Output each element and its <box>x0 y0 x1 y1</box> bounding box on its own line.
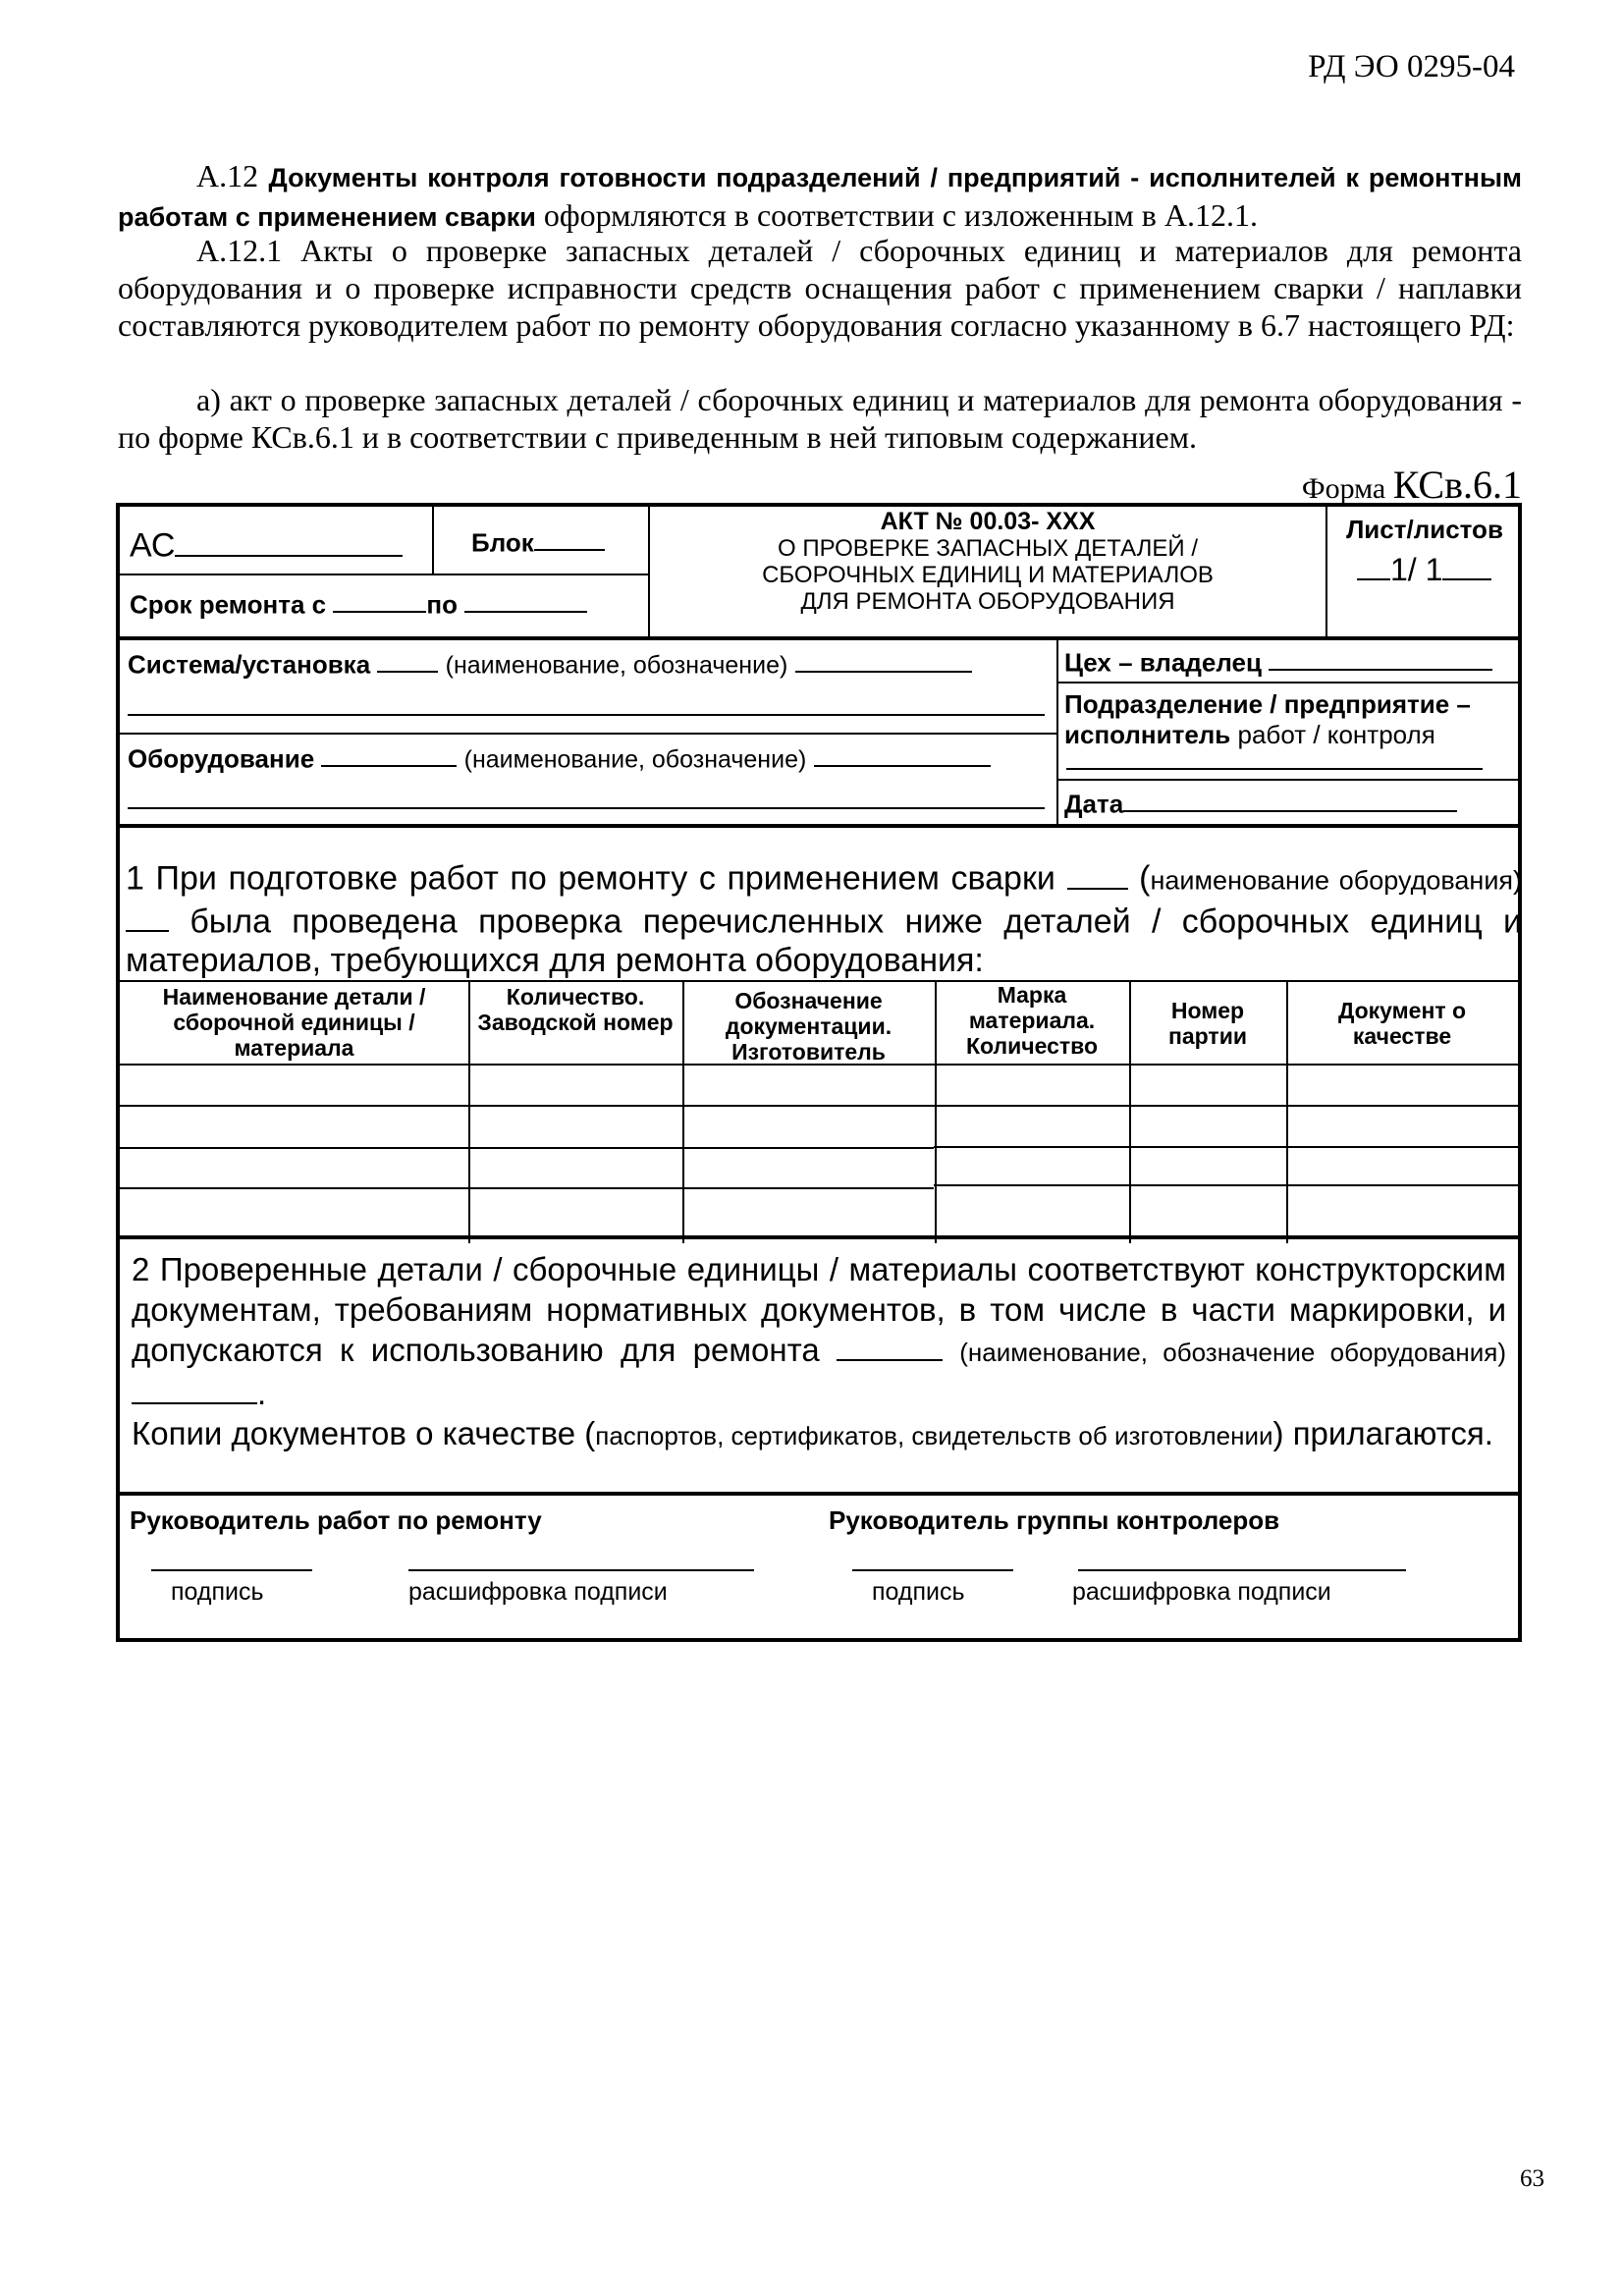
workshop-owner-field[interactable] <box>1064 646 1492 678</box>
sheets-label: Лист/листов <box>1346 515 1503 544</box>
equipment-hint: (наименование, обозначение) <box>463 745 807 774</box>
block-field[interactable] <box>471 526 605 558</box>
paragraph-a12-number: А.12 <box>196 158 259 193</box>
system-hint: (наименование, обозначение) <box>445 651 788 680</box>
as-label: АС <box>130 526 176 565</box>
performer-unit-label-2: исполнитель <box>1064 720 1231 749</box>
document-code: РД ЭО 0295-04 <box>1308 49 1515 84</box>
performer-unit-field[interactable] <box>1064 689 1471 750</box>
section-1-text <box>126 857 1522 980</box>
paragraph-a12-1 <box>118 232 1522 344</box>
system-label: Система/установка <box>128 649 371 680</box>
repair-manager-title: Руководитель работ по ремонту <box>130 1505 542 1535</box>
form-signatures <box>116 1492 1522 1642</box>
paragraph-a-text: а) акт о проверке запасных деталей / сборочных единиц и материалов для ремонта оборудования - по форме КСв.6.1 и в соответствии с приведенным в ней типовым содержанием. <box>118 382 1522 455</box>
paragraph-a12-rest: оформляются в соответствии с изложенным в А.12.1. <box>543 197 1259 233</box>
col-header-designation: Обозначение документации. Изготовитель <box>725 988 893 1065</box>
inspector-group-title: Руководитель группы контролеров <box>829 1505 1280 1535</box>
table-row[interactable] <box>120 1065 1518 1105</box>
system-field[interactable] <box>128 648 972 680</box>
form-header-block <box>116 503 1522 640</box>
act-title-line-2: О ПРОВЕРКЕ ЗАПАСНЫХ ДЕТАЛЕЙ / <box>778 535 1198 562</box>
repair-manager-signature-caption: подпись <box>171 1578 264 1606</box>
form-label <box>1302 462 1522 508</box>
inspector-name-line[interactable] <box>1078 1569 1406 1571</box>
section-2-copies-hint: паспортов, сертификатов, свидетельств об изготовлении <box>595 1421 1273 1450</box>
as-field[interactable] <box>130 524 403 566</box>
performer-unit-label-3: работ / контроля <box>1237 720 1435 749</box>
section-1-part-a: 1 При подготовке работ по ремонту с применением сварки <box>126 859 1055 898</box>
repair-period-to-label: по <box>426 589 458 620</box>
repair-manager-name-line[interactable] <box>408 1569 754 1571</box>
sheets-field[interactable] <box>1357 550 1491 588</box>
table-row[interactable] <box>120 1148 1518 1187</box>
inspector-signature-caption: подпись <box>872 1578 965 1606</box>
date-field[interactable] <box>1064 788 1457 819</box>
performer-unit-label-1: Подразделение / предприятие – <box>1064 689 1471 719</box>
form-label-prefix: Форма <box>1301 472 1386 505</box>
parts-table <box>120 980 1518 1243</box>
section-1-paren: ( <box>1139 859 1151 898</box>
act-title-line-4: ДЛЯ РЕМОНТА ОБОРУДОВАНИЯ <box>800 588 1175 615</box>
repair-period-from-label: Срок ремонта с <box>130 589 327 620</box>
col-header-batch: Номер партии <box>1168 998 1247 1049</box>
date-label: Дата <box>1064 789 1124 819</box>
paragraph-a12-bold: Документы контроля готовности подразделений / предприятий - исполнителей к ремонтным работам с применением сварки <box>118 163 1523 232</box>
table-row[interactable] <box>120 1106 1518 1147</box>
paragraph-a <box>118 381 1522 456</box>
repair-manager-name-caption: расшифровка подписи <box>408 1578 668 1606</box>
table-row[interactable] <box>120 1188 1518 1239</box>
col-header-quality-doc: Документ о качестве <box>1337 998 1467 1049</box>
col-header-quantity: Количество. Заводской номер <box>477 984 674 1035</box>
block-label: Блок <box>471 527 534 558</box>
equipment-label: Оборудование <box>128 743 315 774</box>
section-1-hint: наименование оборудования) <box>1150 865 1523 896</box>
col-header-material: Марка материала. Количество <box>965 982 1099 1059</box>
sheets-value: 1/ 1 <box>1390 551 1443 587</box>
page-number: 63 <box>1520 2165 1544 2192</box>
section-2-copies-end: ) прилагаются. <box>1272 1415 1493 1451</box>
equipment-field[interactable] <box>128 742 991 774</box>
section-2-copies: Копии документов о качестве ( <box>132 1415 596 1451</box>
paragraph-a12 <box>118 157 1522 236</box>
repair-period-field[interactable] <box>130 588 587 620</box>
inspector-signature-line[interactable] <box>852 1569 1013 1571</box>
section-2-part-a: 2 Проверенные детали / сборочные единицы / материалы соответствуют конструкторским документам, требованиям нормативных документов, в том числе в части маркировки, и допускаются к использованию для ремонта <box>132 1251 1506 1368</box>
section-2-hint: (наименование, обозначение оборудования) <box>959 1338 1507 1367</box>
repair-manager-signature-line[interactable] <box>151 1569 312 1571</box>
act-title-line-3: СБОРОЧНЫХ ЕДИНИЦ И МАТЕРИАЛОВ <box>762 562 1214 588</box>
section-2-text: 2 Проверенные детали / сборочные единицы / материалы соответствуют конструкторским документам, требованиям нормативных документов, в том числе в части маркировки, и допускаются к использованию для ремонта (наименование, обозначение оборудования) . Копии документов о качестве (паспортов, сертификатов, свидетельств об изготовлении) прилагаются. <box>132 1251 1507 1451</box>
form-section-2 <box>116 1235 1522 1496</box>
act-title-number: АКТ № 00.03- XXX <box>880 508 1096 535</box>
col-header-name: Наименование детали / сборочной единицы / материала <box>162 984 426 1061</box>
form-system-block <box>116 636 1522 828</box>
act-title <box>650 509 1325 615</box>
section-1-part-c: была проведена проверка перечисленных ниже деталей / сборочных единиц и материалов, требующихся для ремонта оборудования: <box>126 902 1522 980</box>
workshop-owner-label: Цех – владелец <box>1064 647 1262 678</box>
form-section-1 <box>116 824 1522 1239</box>
inspector-name-caption: расшифровка подписи <box>1072 1578 1331 1606</box>
form-label-code: КСв.6.1 <box>1392 463 1522 507</box>
paragraph-a12-1-text: А.12.1 Акты о проверке запасных деталей / сборочных единиц и материалов для ремонта оборудования и о проверке исправности средств оснащения работ с применением сварки / наплавки составляются руководителем работ по ремонту оборудования согласно указанному в 6.7 настоящего РД: <box>118 233 1522 343</box>
